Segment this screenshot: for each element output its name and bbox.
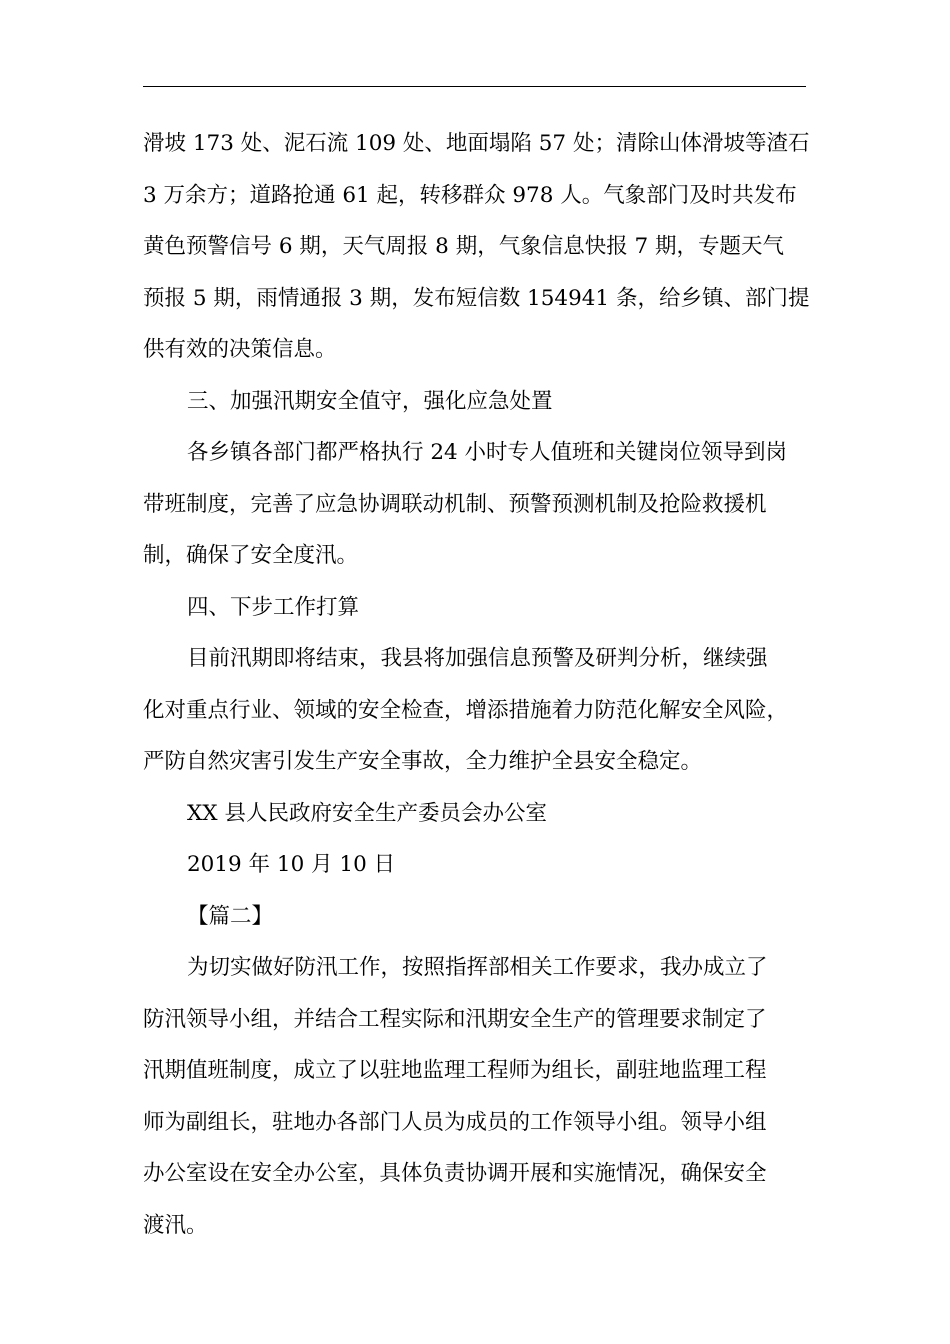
text-line: 三、加强汛期安全值守，强化应急处置 [187, 388, 553, 414]
text-line: 2019 年 10 月 10 日 [187, 852, 396, 877]
text-line: 严防自然灾害引发生产安全事故，全力维护全县安全稳定。 [143, 749, 703, 774]
text-line: 化对重点行业、领域的安全检查，增添措施着力防范化解安全风险， [143, 697, 789, 723]
text-line: 四、下步工作打算 [187, 594, 360, 620]
text-line: 目前汛期即将结束，我县将加强信息预警及研判分析，继续强 [187, 646, 768, 671]
text-line: 各乡镇各部门都严格执行 24 小时专人值班和关键岗位领导到岗 [187, 440, 788, 465]
text-line: 供有效的决策信息。 [143, 337, 337, 362]
text-line: 师为副组长，驻地办各部门人员为成员的工作领导小组。领导小组 [143, 1109, 767, 1135]
text-line: 【篇二】 [187, 903, 274, 929]
text-line: 汛期值班制度，成立了以驻地监理工程师为组长，副驻地监理工程 [143, 1058, 767, 1083]
text-line: XX 县人民政府安全生产委员会办公室 [187, 800, 547, 826]
text-line: 防汛领导小组，并结合工程实际和汛期安全生产的管理要求制定了 [143, 1006, 767, 1032]
text-line: 黄色预警信号 6 期，天气周报 8 期，气象信息快报 7 期，专题天气 [143, 234, 785, 259]
text-line: 带班制度，完善了应急协调联动机制、预警预测机制及抢险救援机 [143, 491, 767, 517]
text-line: 办公室设在安全办公室，具体负责协调开展和实施情况，确保安全 [143, 1161, 767, 1186]
document-body [143, 118, 823, 1251]
header-rule [143, 86, 806, 87]
text-line: 滑坡 173 处、泥石流 109 处、地面塌陷 57 处；清除山体滑坡等渣石 [143, 131, 810, 156]
text-line: 制，确保了安全度汛。 [143, 543, 359, 568]
text-line: 渡汛。 [143, 1212, 208, 1238]
text-line: 3 万余方；道路抢通 61 起，转移群众 978 人。气象部门及时共发布 [143, 182, 797, 208]
text-line: 为切实做好防汛工作，按照指挥部相关工作要求，我办成立了 [187, 955, 768, 980]
text-line: 预报 5 期，雨情通报 3 期，发布短信数 154941 条，给乡镇、部门提 [143, 285, 810, 311]
